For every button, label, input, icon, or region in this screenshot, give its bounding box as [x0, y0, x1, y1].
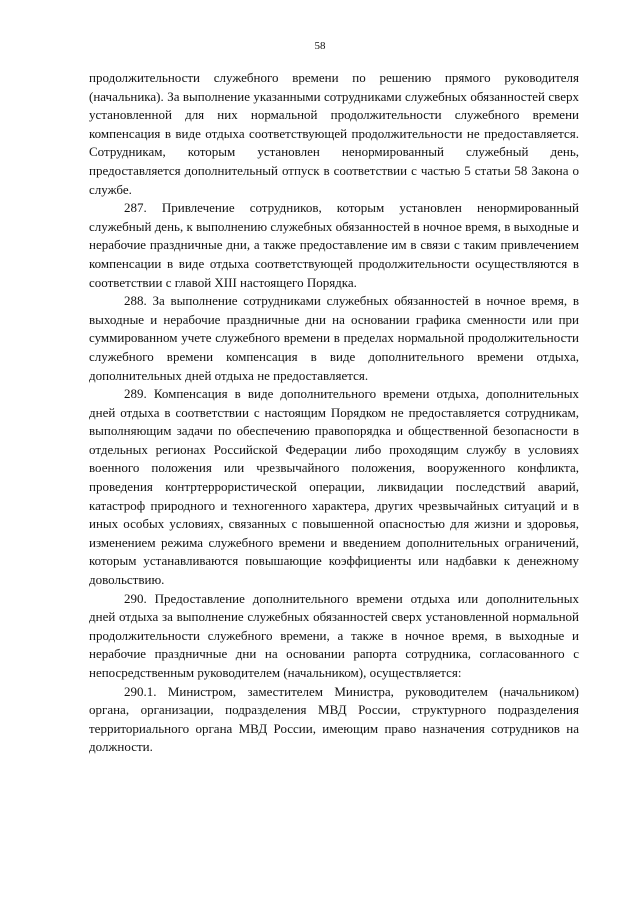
- paragraph-continuation: продолжительности служебного времени по решению прямого руководителя (начальника). За выполнение указанными сотрудниками служебных обязанностей сверх установленной для них нормальной продолжительности служебного времени компенсация в виде отдыха соответствующей продолжительности не предоставляется. Сотрудникам, которым установлен ненормированный служебный день, предоставляется дополнительный отпуск в соответствии с частью 5 статьи 58 Закона о службе.: [89, 70, 579, 197]
- paragraph-288: 288. За выполнение сотрудниками служебных обязанностей в ночное время, в выходные и нерабочие праздничные дни на основании графика сменности или при суммированном учете служебного времени в пределах нормальной продолжительности служебного времени компенсация в виде дополнительного времени отдыха, дополнительных дней отдыха не предоставляется.: [89, 293, 579, 383]
- page-number: 58: [314, 40, 326, 52]
- paragraph-290: 290. Предоставление дополнительного времени отдыха или дополнительных дней отдыха за выполнение служебных обязанностей сверх установленной нормальной продолжительности служебного времени, а также в ночное время, в выходные и нерабочие праздничные дни на основании рапорта сотрудника, согласованного с непосредственным руководителем (начальником), осуществляется:: [89, 590, 579, 680]
- document-body: [89, 69, 579, 757]
- paragraph-289: 289. Компенсация в виде дополнительного времени отдыха, дополнительных дней отдыха в соответствии с настоящим Порядком не предоставляется сотрудникам, выполняющим задачи по обеспечению правопорядка и общественной безопасности в отдельных регионах Российской Федерации либо проходящим службу в условиях военного положения или чрезвычайного положения, вооруженного конфликта, проведения контртеррористической операции, ликвидации последствий аварий, катастроф природного и техногенного характера, других чрезвычайных ситуаций и в иных особых условиях, связанных с повышенной опасностью для жизни и здоровья, изменением режима служебного времени и введением дополнительных ограничений, которым устанавливаются повышающие коэффициенты или надбавки к денежному довольствию.: [89, 386, 579, 588]
- paragraph-287: 287. Привлечение сотрудников, которым установлен ненормированный служебный день, к выполнению служебных обязанностей в ночное время, в выходные и нерабочие праздничные дни, а также предоставление им в связи с таким привлечением компенсации в виде отдыха соответствующей продолжительности осуществляются в соответствии с главой XIII настоящего Порядка.: [89, 200, 579, 290]
- paragraph-290-1: 290.1. Министром, заместителем Министра, руководителем (начальником) органа, организации, подразделения МВД России, структурного подразделения территориального органа МВД России, имеющим право назначения сотрудников на должности.: [89, 683, 579, 755]
